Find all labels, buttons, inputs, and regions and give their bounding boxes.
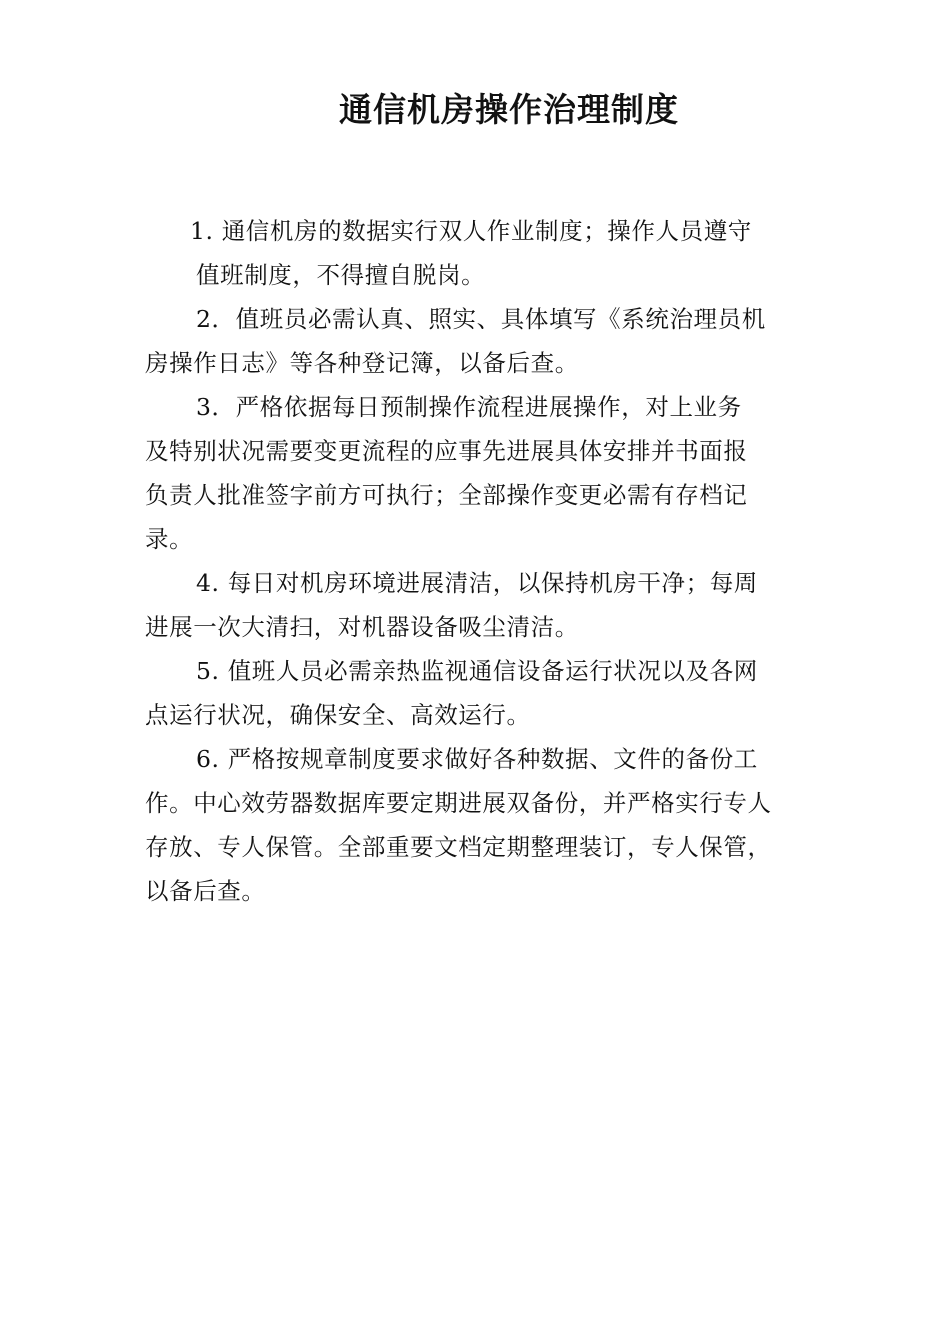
text-line: 点运行状况，确保安全、高效运行。 — [145, 701, 531, 729]
text-line: 2．值班员必需认真、照实、具体填写《系统治理员机 — [196, 305, 766, 333]
text-line: 以备后查。 — [145, 877, 266, 905]
text-line: 3．严格依据每日预制操作流程进展操作，对上业务 — [196, 393, 742, 421]
text-line: 及特别状况需要变更流程的应事先进展具体安排并书面报 — [145, 437, 748, 465]
text-line: 6. 严格按规章制度要求做好各种数据、文件的备份工 — [196, 745, 758, 773]
text-line: 进展一次大清扫，对机器设备吸尘清洁。 — [145, 613, 579, 641]
document-title: 通信机房操作治理制度 — [339, 90, 679, 129]
text-line: 房操作日志》等各种登记簿，以备后查。 — [145, 349, 579, 377]
text-line: 作。中心效劳器数据库要定期进展双备份，并严格实行专人 — [145, 789, 772, 817]
text-line: 5. 值班人员必需亲热监视通信设备运行状况以及各网 — [196, 657, 758, 685]
text-line: 值班制度，不得擅自脱岗。 — [196, 261, 486, 289]
text-line: 1. 通信机房的数据实行双人作业制度；操作人员遵守 — [190, 217, 752, 245]
text-line: 录。 — [145, 525, 194, 553]
text-line: 负责人批准签字前方可执行；全部操作变更必需有存档记 — [145, 481, 748, 509]
text-line: 4. 每日对机房环境进展清洁，以保持机房干净；每周 — [196, 569, 758, 597]
text-line: 存放、专人保管。全部重要文档定期整理装订，专人保管， — [145, 833, 772, 861]
